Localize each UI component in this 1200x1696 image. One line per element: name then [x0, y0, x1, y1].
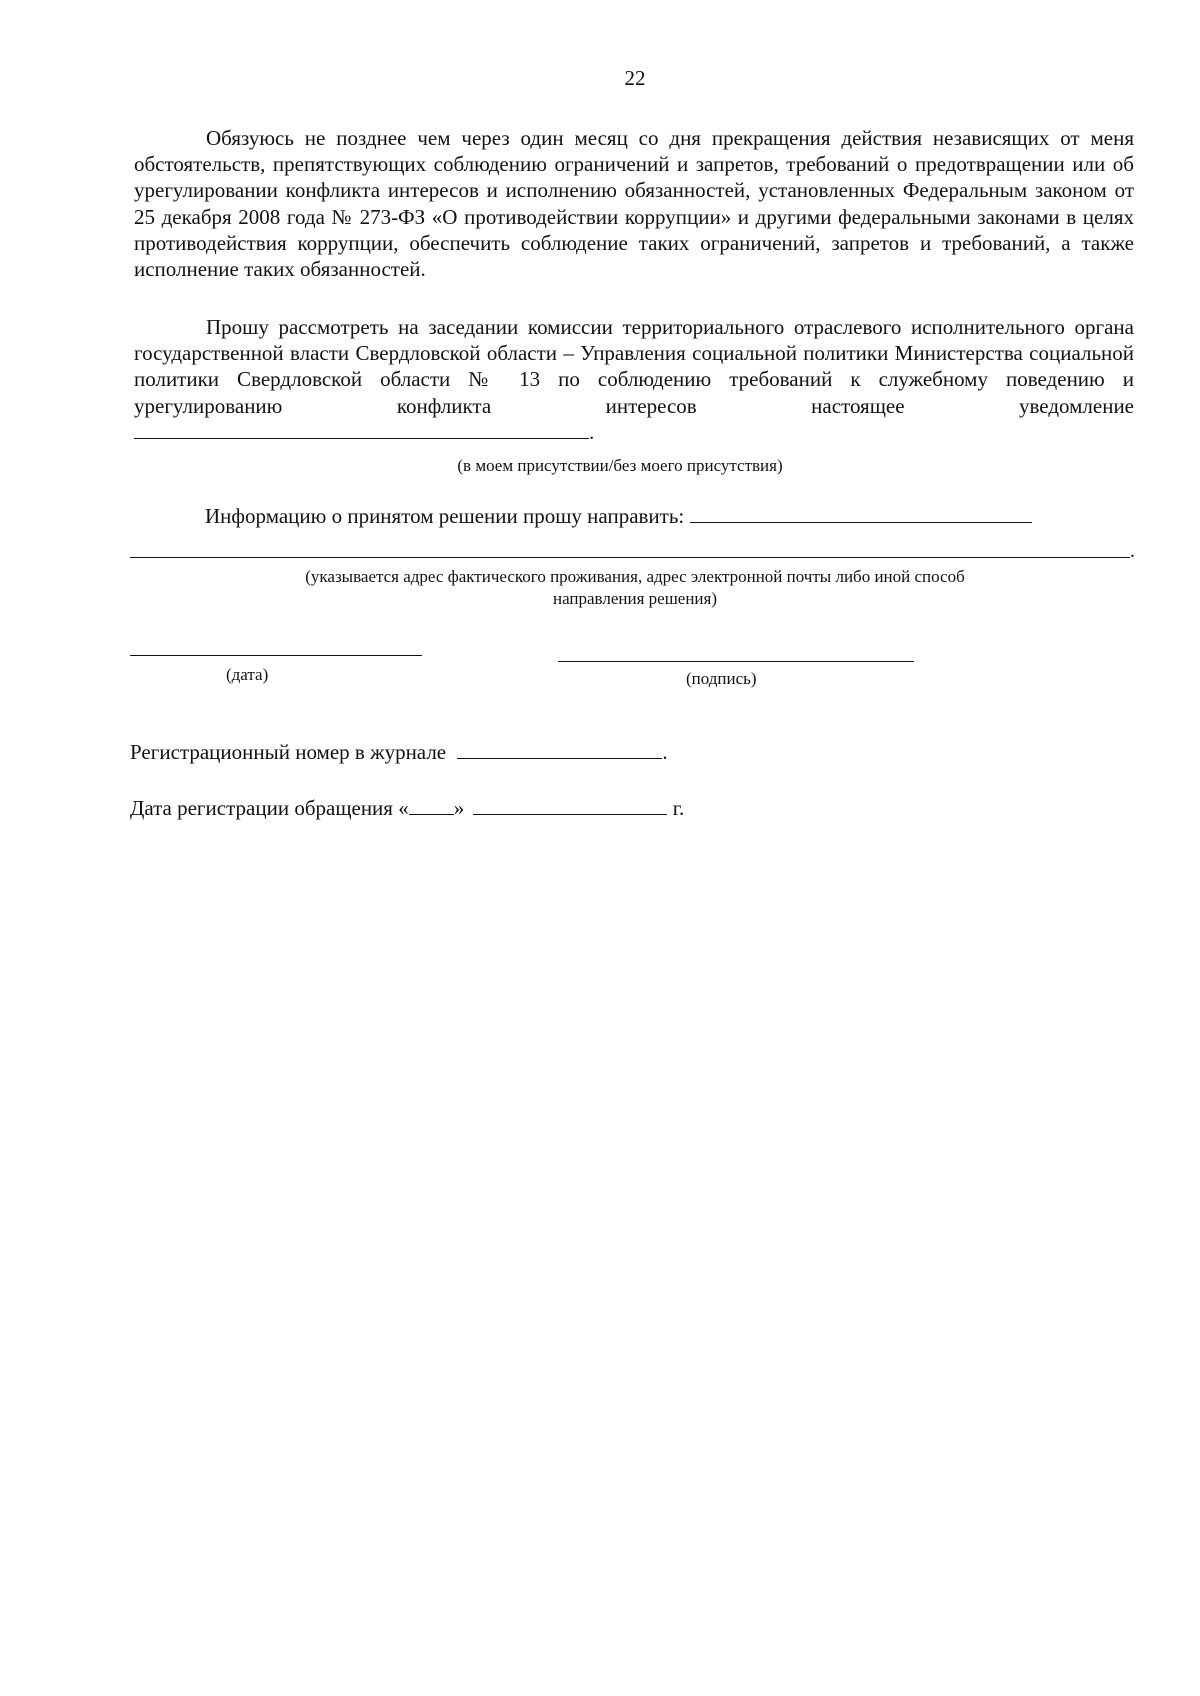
address-note: (указывается адрес фактического проживания, адрес электронной почты либо иной способ направления решения) — [305, 567, 965, 608]
registration-number-end: . — [662, 740, 668, 764]
info-request-line — [205, 504, 1032, 529]
registration-month-year-blank[interactable] — [473, 798, 667, 815]
paragraph-obligation: Обязуюсь не позднее чем через один месяц со дня прекращения действия независящих от меня обстоятельств, препятствующих соблюдению ограничений и запретов, требований о предотвращении или об урегулировании конфликта интересов и исполнению обязанностей, установленных Федеральным законом от 25 декабря 2008 года № 273-ФЗ «О противодействии коррупции» и другими федеральными законами в целях противодействия коррупции, обеспечить соблюдение таких ограничений, запретов и требований, а также исполнение таких обязанностей. — [134, 126, 1134, 282]
address-blank[interactable] — [130, 557, 1130, 558]
registration-number-blank[interactable] — [457, 742, 662, 759]
registration-date-line — [130, 796, 684, 821]
registration-day-blank[interactable] — [409, 798, 454, 815]
paragraph-request-text: Прошу рассмотреть на заседании комиссии территориального отраслевого исполнительного органа государственной власти Свердловской области – Управления социальной политики Министерства социальной политики Свердловской области № 13 по соблюдению требований к служебному поведению и урегулированию конфликта интересов настоящее уведомление — [134, 315, 1134, 418]
info-request-blank[interactable] — [690, 506, 1032, 523]
signature-caption: (подпись) — [686, 669, 757, 688]
registration-date-mid: » — [453, 796, 465, 820]
presence-note: (в моем присутствии/без моего присутствия) — [457, 456, 783, 475]
presence-blank[interactable] — [134, 422, 589, 439]
registration-date-end: г. — [672, 796, 685, 820]
signature-blank[interactable] — [558, 661, 914, 662]
date-caption: (дата) — [226, 665, 269, 684]
registration-number-label: Регистрационный номер в журнале — [130, 740, 447, 764]
page-number: 22 — [624, 66, 646, 90]
paragraph-request — [134, 314, 1134, 445]
date-blank[interactable] — [130, 655, 422, 656]
registration-number-line — [130, 740, 668, 765]
registration-date-label: Дата регистрации обращения « — [130, 796, 409, 820]
paragraph-request-end: . — [589, 419, 595, 444]
address-end: . — [1130, 540, 1135, 562]
info-request-label: Информацию о принятом решении прошу направить: — [205, 504, 685, 528]
